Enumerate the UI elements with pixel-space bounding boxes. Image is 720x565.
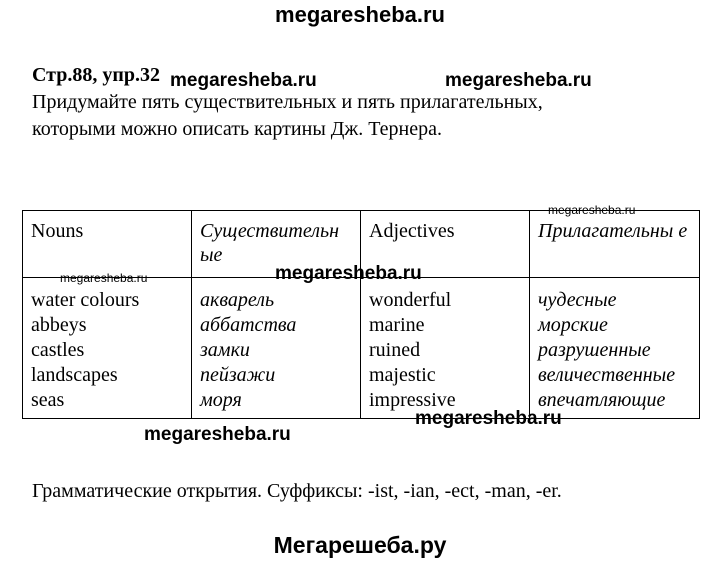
list-item: water colours bbox=[31, 289, 140, 311]
list-item: marine bbox=[369, 314, 425, 336]
header-adjectives-ru: Прилагательны е bbox=[530, 211, 700, 278]
watermark-table-top-right: megaresheba.ru bbox=[548, 203, 636, 217]
adjectives-ru-cell bbox=[530, 278, 700, 419]
table-row bbox=[23, 278, 700, 419]
list-item: castles bbox=[31, 339, 85, 361]
list-item: чудесные bbox=[538, 289, 617, 311]
watermark-heading-1: megaresheba.ru bbox=[170, 70, 317, 91]
list-item: abbeys bbox=[31, 314, 87, 336]
watermark-bottom: Мегарешеба.ру bbox=[273, 532, 447, 558]
list-item: разрушенные bbox=[538, 339, 651, 361]
exercise-heading: Стр.88, упр.32 bbox=[32, 64, 161, 86]
list-item: величественные bbox=[538, 364, 676, 386]
list-item: акварель bbox=[200, 289, 275, 311]
task-line-2: которыми можно описать картины Дж. Тернера. bbox=[32, 118, 442, 140]
list-item: wonderful bbox=[369, 289, 452, 311]
watermark-table-left: megaresheba.ru bbox=[60, 271, 148, 285]
watermark-top: megaresheba.ru bbox=[275, 2, 445, 27]
nouns-ru-cell bbox=[192, 278, 361, 419]
list-item: landscapes bbox=[31, 364, 118, 386]
header-nouns: Nouns bbox=[23, 211, 192, 278]
adjectives-cell bbox=[361, 278, 530, 419]
list-item: замки bbox=[200, 339, 250, 361]
list-item: морские bbox=[538, 314, 608, 336]
header-nouns-ru: Существительн ые bbox=[192, 211, 361, 278]
list-item: аббатства bbox=[200, 314, 297, 336]
list-item: моря bbox=[200, 389, 242, 411]
header-adjectives: Adjectives bbox=[361, 211, 530, 278]
list-item: пейзажи bbox=[200, 364, 276, 386]
list-item: ruined bbox=[369, 339, 421, 361]
watermark-below-table-right: megaresheba.ru bbox=[415, 408, 562, 429]
nouns-cell bbox=[23, 278, 192, 419]
list-item: majestic bbox=[369, 364, 436, 386]
list-item: impressive bbox=[369, 389, 456, 411]
grammar-note: Грамматические открытия. Суффиксы: -ist, -ian, -ect, -man, -er. bbox=[32, 480, 562, 502]
task-line-1: Придумайте пять существительных и пять прилагательных, bbox=[32, 91, 543, 113]
watermark-below-table-left: megaresheba.ru bbox=[144, 424, 291, 445]
watermark-table-mid: megaresheba.ru bbox=[275, 263, 422, 284]
list-item: впечатляющие bbox=[538, 389, 666, 411]
vocabulary-table bbox=[22, 210, 700, 419]
watermark-heading-2: megaresheba.ru bbox=[445, 70, 592, 91]
list-item: seas bbox=[31, 389, 65, 411]
